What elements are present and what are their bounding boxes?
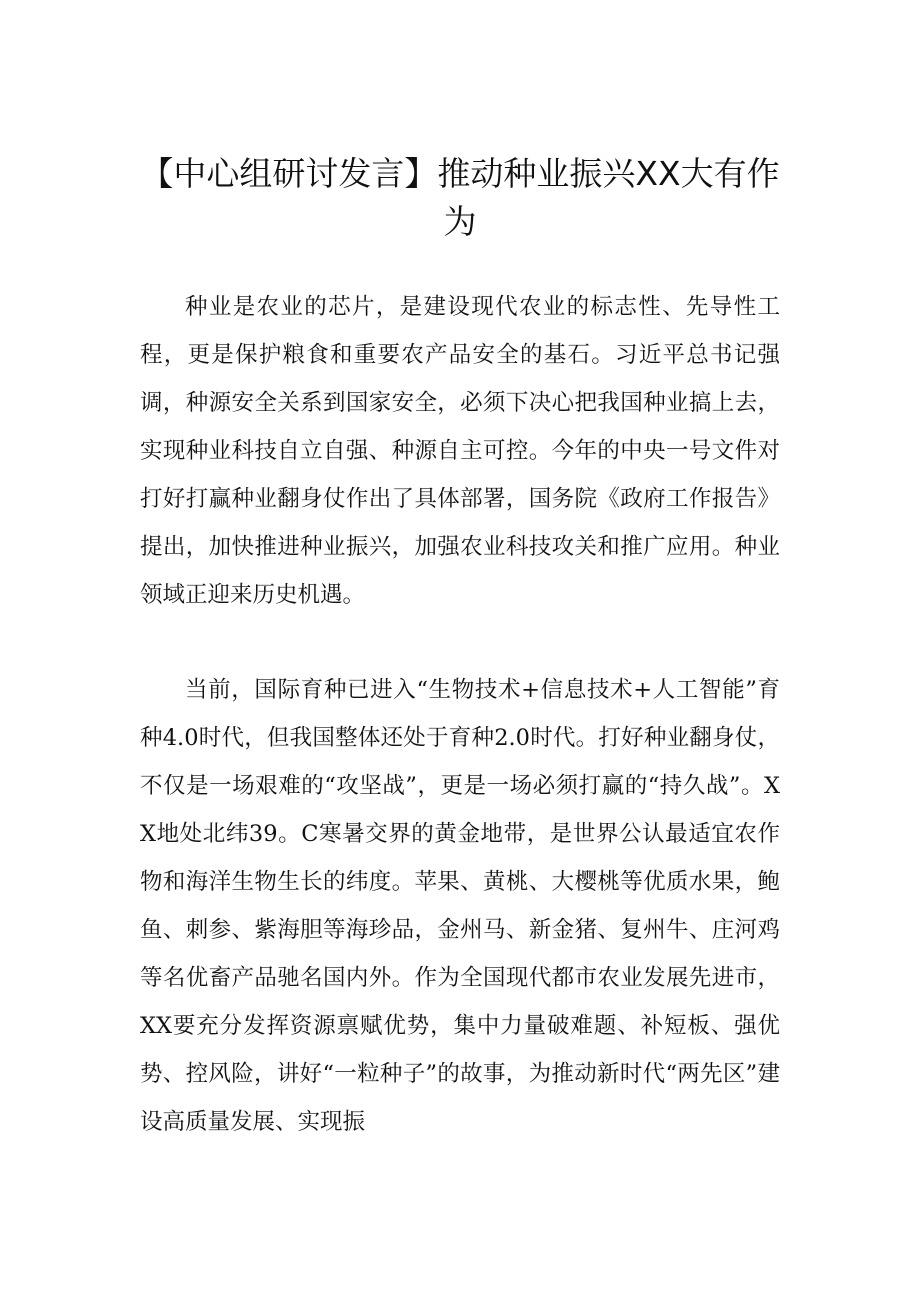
body-paragraph-2: 当前，国际育种已进入“生物技术+信息技术+人工智能”育种4.0时代，但我国整体还处于育种2.0时代。打好种业翻身仗，不仅是一场艰难的“攻坚战”，更是一场必须打赢的“持久战”。XX地处北纬39。C寒暑交界的黄金地带，是世界公认最适宜农作物和海洋生物生长的纬度。苹果、黄桃、大樱桃等优质水果，鲍鱼、刺参、紫海胆等海珍品，金州马、新金猪、复州牛、庄河鸡等名优畜产品驰名国内外。作为全国现代都市农业发展先进市，XX要充分发挥资源禀赋优势，集中力量破难题、补短板、强优势、控风险，讲好“一粒种子”的故事，为推动新时代“两先区”建设高质量发展、实现振 <box>140 677 780 1135</box>
document-title: 【中心组研讨发言】推动种业振兴XX大有作为 <box>140 154 780 241</box>
body-paragraph-1: 种业是农业的芯片，是建设现代农业的标志性、先导性工程，更是保护粮食和重要农产品安全的基石。习近平总书记强调，种源安全关系到国家安全，必须下决心把我国种业搞上去，实现种业科技自立自强、种源自主可控。今年的中央一号文件对打好打赢种业翻身仗作出了具体部署，国务院《政府工作报告》提出，加快推进种业振兴，加强农业科技攻关和推广应用。种业领域正迎来历史机遇。 <box>140 294 780 608</box>
